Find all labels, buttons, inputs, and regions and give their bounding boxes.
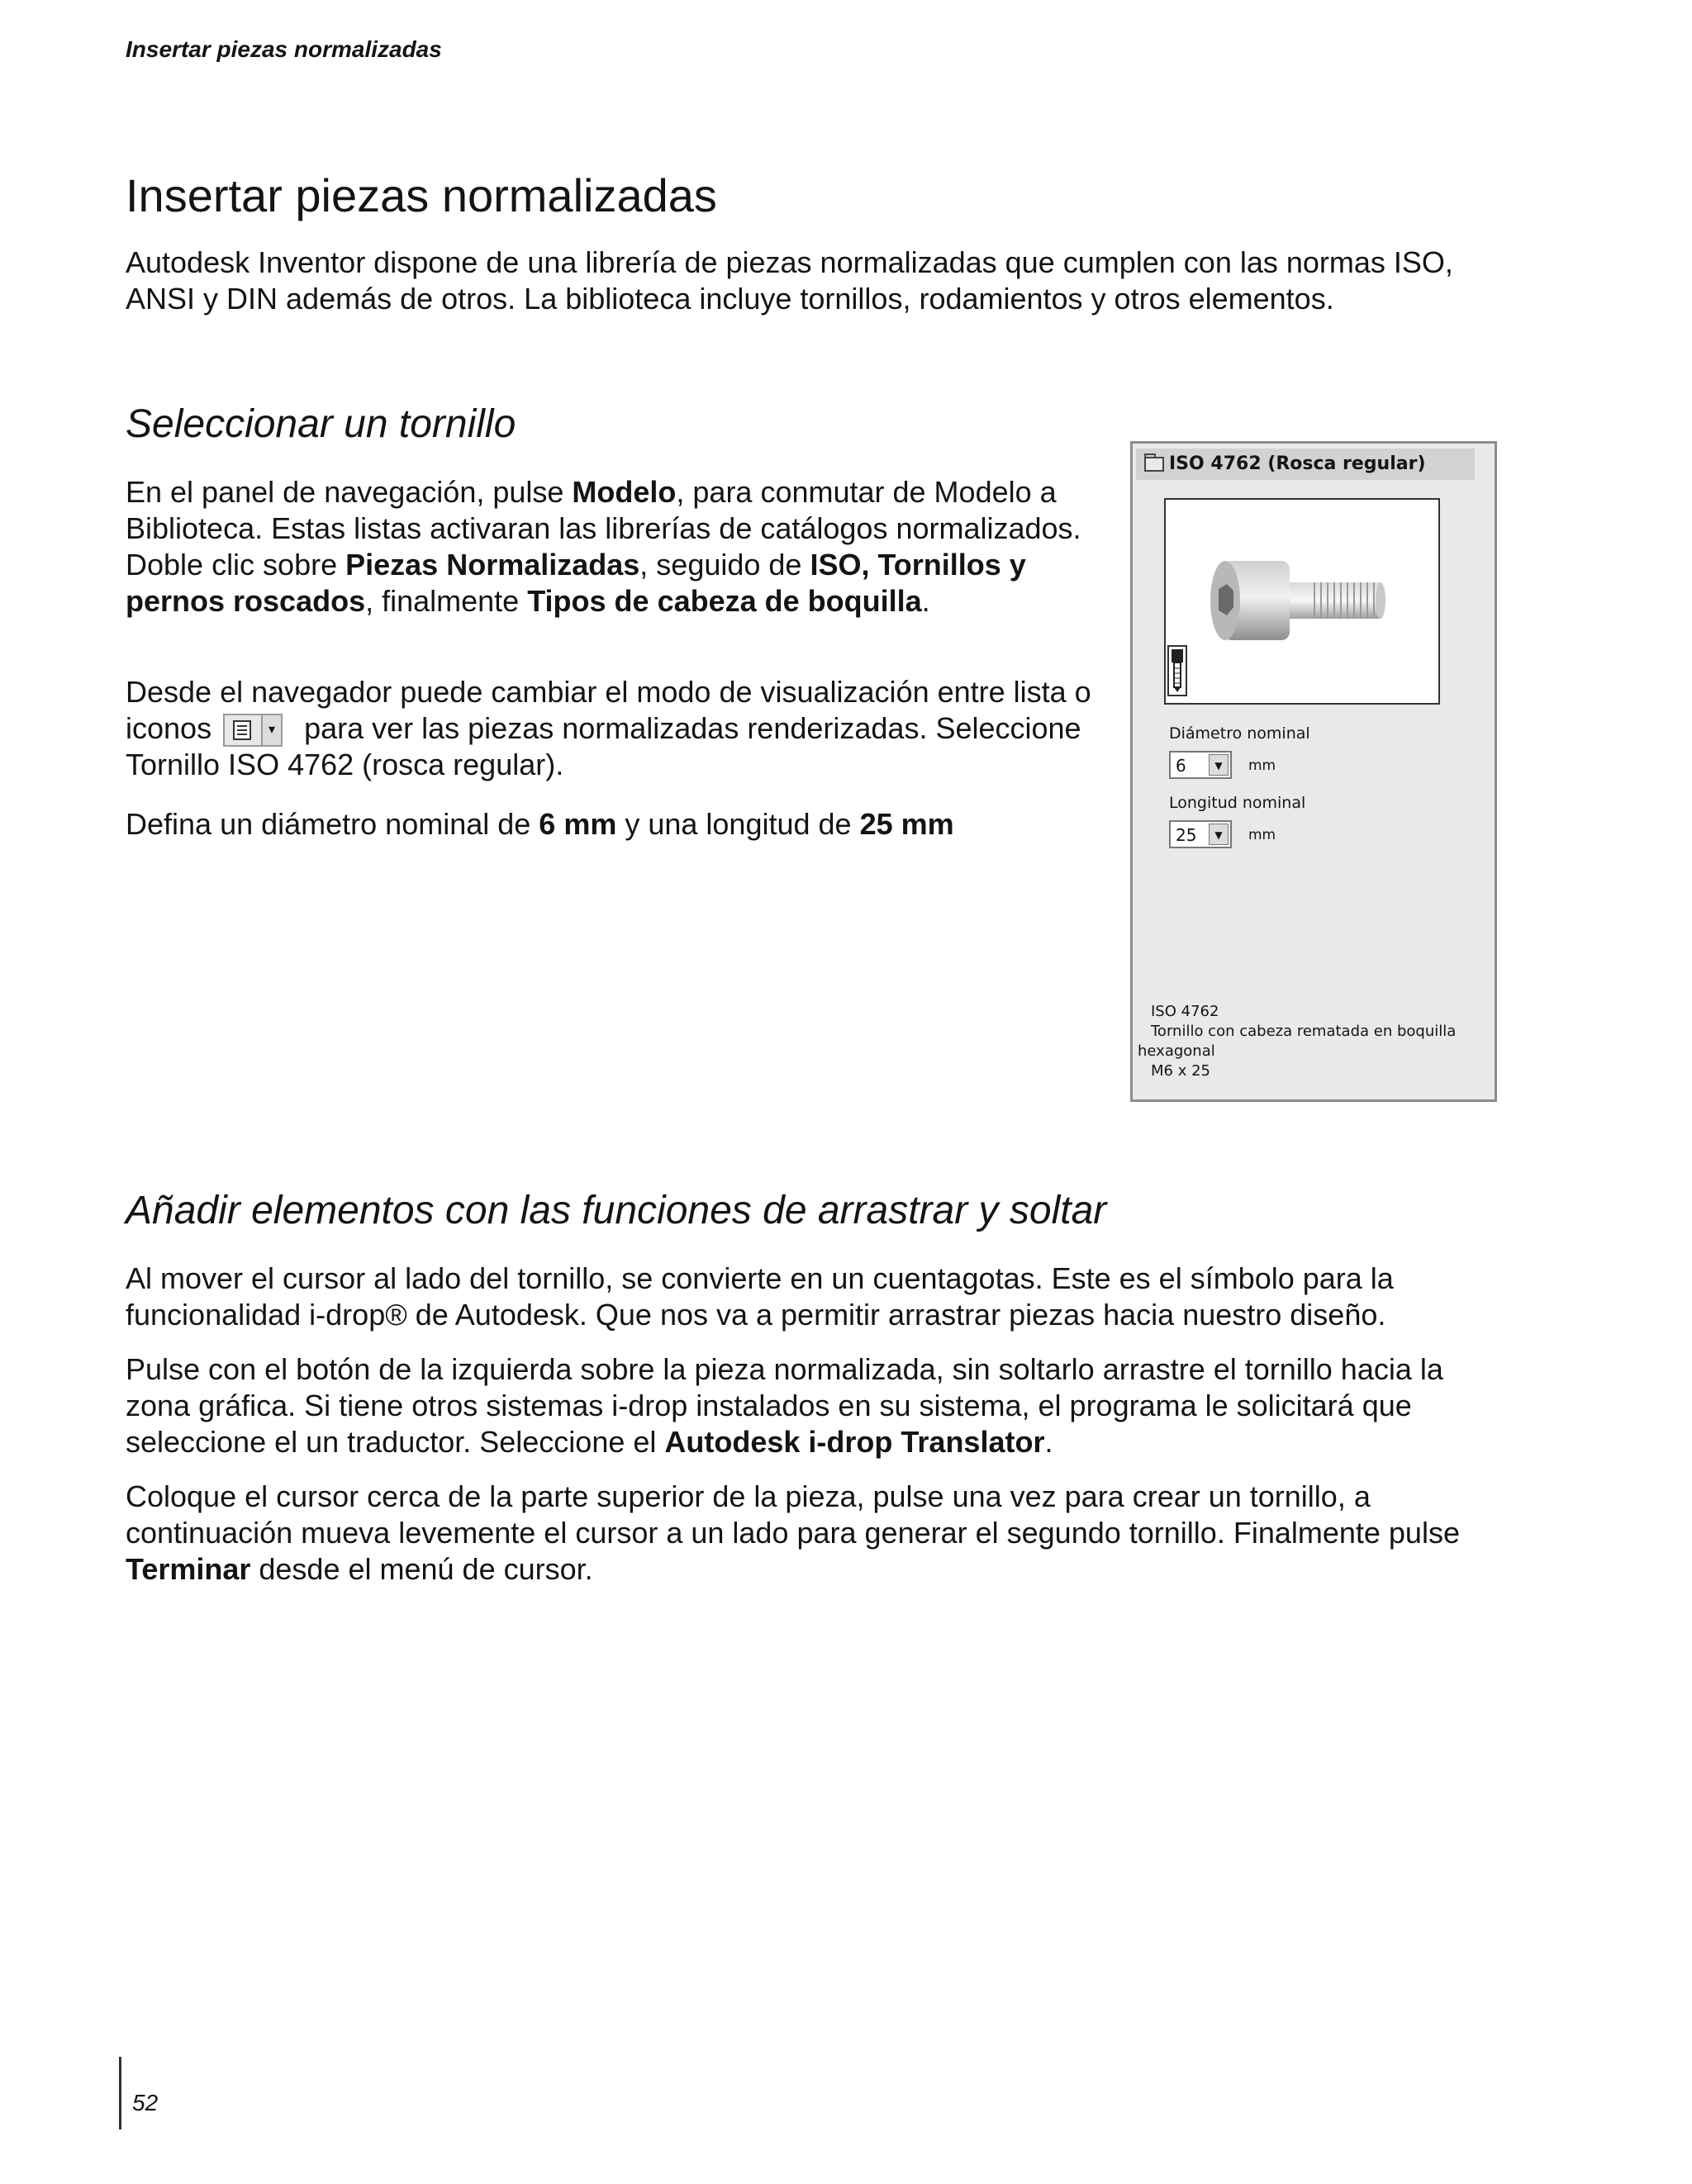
drag-drop-paragraph-3 — [126, 1479, 1547, 1588]
bold-piezas-normalizadas: Piezas Normalizadas — [345, 548, 640, 582]
section-heading-drag-drop: Añadir elementos con las funciones de arrastrar y soltar — [126, 1189, 1107, 1232]
view-list-icon — [233, 720, 251, 740]
text-run: , finalmente — [365, 584, 528, 618]
footer-rule — [119, 2057, 121, 2129]
select-screw-paragraph-2 — [126, 674, 1100, 783]
text-line: Pulse con el botón de la izquierda sobre la pieza normalizada, sin soltarlo arrastre el tornillo hacia la — [126, 1352, 1443, 1386]
desc-line: Tornillo con cabeza rematada en boquilla — [1151, 1023, 1457, 1040]
section-heading-select-screw: Seleccionar un tornillo — [126, 402, 516, 446]
standard-part-panel — [1130, 441, 1497, 1102]
text-line: zona gráfica. Si tiene otros sistemas i-drop instalados en su sistema, el programa le solicitará que — [126, 1389, 1412, 1422]
text-run: . — [1044, 1425, 1053, 1459]
drag-drop-paragraph-2 — [126, 1351, 1547, 1460]
bold-25mm: 25 mm — [859, 807, 954, 841]
bold-iso-tornillos: ISO, Tornillos y pernos roscados — [126, 548, 1026, 618]
length-label: Longitud nominal — [1169, 794, 1306, 812]
text-line: funcionalidad i-drop® de Autodesk. Que nos va a permitir arrastrar piezas hacia nuestro diseño. — [126, 1298, 1386, 1332]
desc-line: M6 x 25 — [1151, 1062, 1210, 1080]
bold-modelo: Modelo — [572, 475, 677, 509]
diameter-value: 6 — [1176, 756, 1186, 776]
desc-line: hexagonal — [1138, 1042, 1215, 1060]
text-run: . — [921, 584, 930, 618]
text-line: Al mover el cursor al lado del tornillo, se convierte en un cuentagotas. Este es el símbolo para la — [126, 1261, 1394, 1295]
page-number: 52 — [132, 2090, 159, 2115]
text-run: , seguido de — [639, 548, 810, 582]
screw-image — [1166, 500, 1438, 703]
select-screw-paragraph-3 — [126, 806, 1100, 843]
text-run: Desde el navegador puede cambiar el modo de visualización entre lista o iconos — [126, 675, 1091, 745]
text-line — [126, 1424, 1547, 1460]
view-mode-button[interactable] — [223, 714, 283, 747]
chevron-down-icon[interactable]: ▼ — [1209, 754, 1229, 776]
diameter-label: Diámetro nominal — [1169, 724, 1310, 743]
text-line: Coloque el cursor cerca de la parte superior de la pieza, pulse una vez para crear un tornillo, a — [126, 1479, 1371, 1513]
intro-line-2: ANSI y DIN además de otros. La biblioteca incluye tornillos, rodamientos y otros elementos. — [126, 282, 1334, 316]
drag-drop-paragraph-1 — [126, 1261, 1547, 1333]
text-run: Defina un diámetro nominal de — [126, 807, 539, 841]
text-run: para ver las piezas normalizadas renderizadas. Seleccione Tornillo ISO 4762 (rosca regular). — [126, 711, 1081, 782]
bold-translator: Autodesk i-drop Translator — [664, 1425, 1045, 1459]
panel-title-bar — [1136, 449, 1475, 480]
length-select[interactable] — [1169, 820, 1232, 848]
part-description — [1138, 1002, 1456, 1081]
length-value: 25 — [1176, 825, 1197, 845]
text-run: seleccione el un traductor. Seleccione el — [126, 1425, 665, 1459]
page-title: Insertar piezas normalizadas — [126, 169, 717, 221]
text-line: continuación mueva levemente el cursor a un lado para generar el segundo tornillo. Finalmente pulse — [126, 1516, 1460, 1550]
chevron-down-icon[interactable]: ▼ — [1209, 824, 1229, 845]
diameter-select[interactable] — [1169, 751, 1232, 779]
diameter-unit: mm — [1248, 757, 1276, 774]
chevron-down-icon: ▾ — [261, 715, 281, 745]
text-run: En el panel de navegación, pulse — [126, 475, 573, 509]
text-run: y una longitud de — [616, 807, 860, 841]
bold-6mm: 6 mm — [539, 807, 617, 841]
text-run: , para conmutar de Modelo a Biblioteca. Estas listas activaran las librerías de catálogos normalizados. Doble clic sobre — [126, 475, 1081, 582]
screw-icon — [1167, 645, 1187, 696]
panel-title: ISO 4762 (Rosca regular) — [1169, 453, 1426, 474]
length-unit: mm — [1248, 827, 1276, 843]
text-run: desde el menú de cursor. — [250, 1552, 593, 1586]
intro-line-1: Autodesk Inventor dispone de una librería de piezas normalizadas que cumplen con las normas ISO, — [126, 245, 1453, 279]
running-header: Insertar piezas normalizadas — [126, 36, 442, 62]
bold-tipos-cabeza: Tipos de cabeza de boquilla — [527, 584, 922, 618]
folder-icon — [1144, 457, 1164, 472]
bold-terminar: Terminar — [126, 1552, 251, 1586]
select-screw-paragraph-1 — [126, 474, 1096, 620]
part-preview[interactable] — [1164, 498, 1440, 705]
text-line — [126, 1551, 1547, 1588]
desc-line: ISO 4762 — [1151, 1003, 1219, 1020]
intro-paragraph — [126, 245, 1530, 317]
